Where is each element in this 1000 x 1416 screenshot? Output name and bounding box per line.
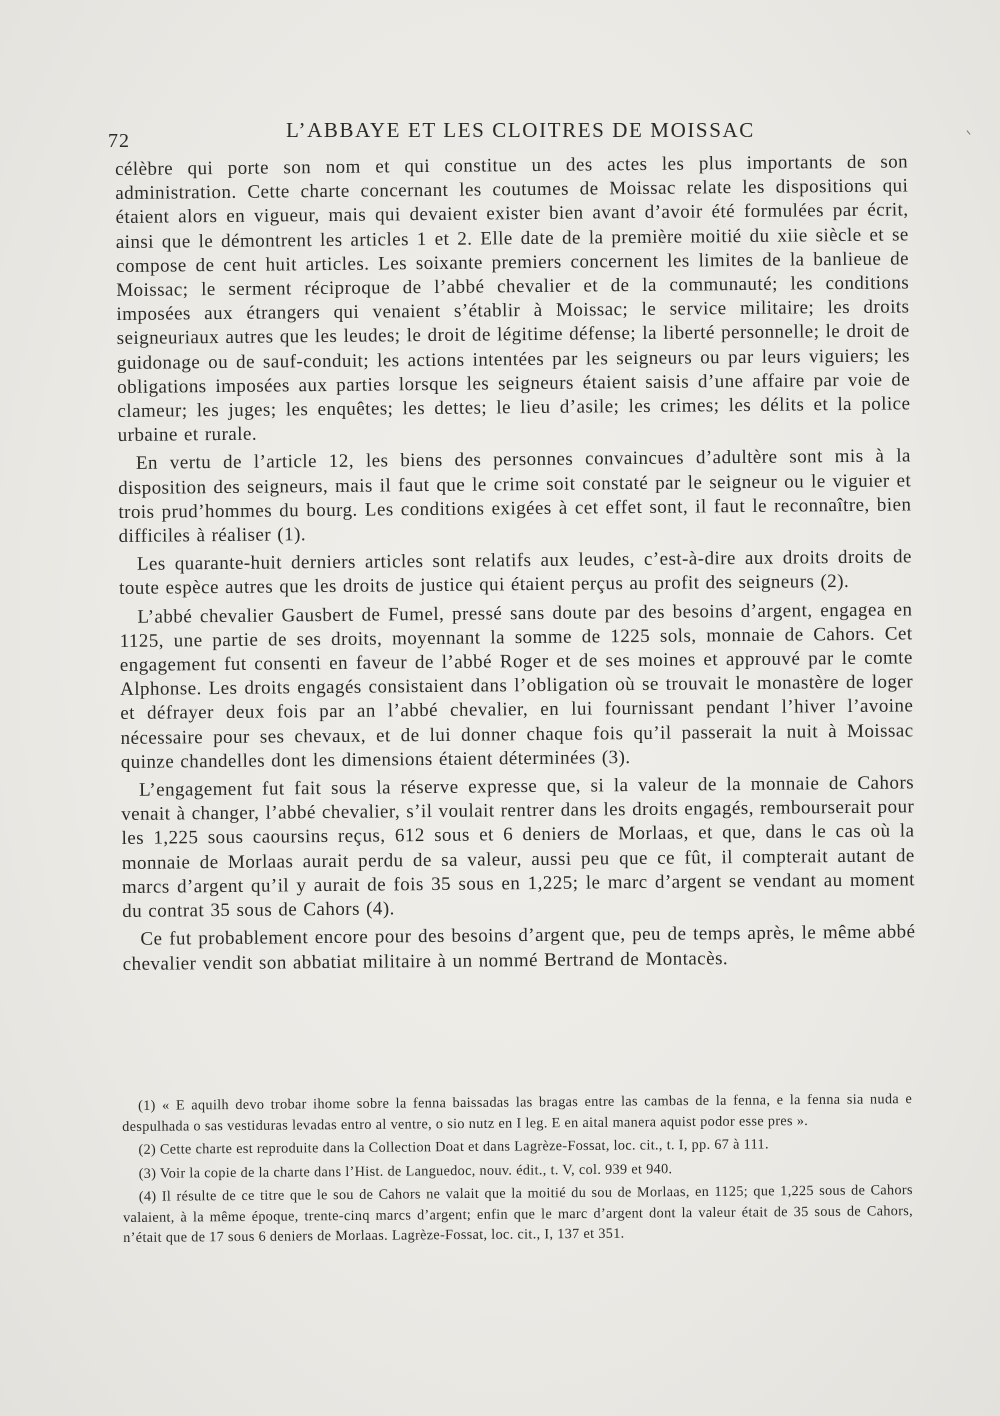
paragraph: L’engagement fut fait sous la réserve expresse que, si la valeur de la monnaie de Cahors venait à changer, l’abbé chevalier, s’il voulait rentrer dans les droits engagés, rembourserait pour les 1,225 sous caoursins reçus, 612 sous et 6 deniers de Morlaas, et que, dans le cas où la monnaie de Morlaas aurait perdu de sa valeur, aussi peu que ce fût, il compterait autant de marcs d’argent qu’il y aurait de fois 35 sous en 1,225; le marc d’argent se vendant au moment du contrat 35 sous de Cahors (4). [121, 772, 916, 923]
paragraph: Les quarante-huit derniers articles sont relatifs aux leudes, c’est-à-dire aux droits droits de toute espèce autres que les droits de justice qui étaient perçus au profit des seigneurs (2). [119, 546, 912, 600]
footnote: (4) Il résulte de ce titre que le sou de Cahors ne valait que la moitié du sou de Morlaas, en 1125; que 1,225 sous de Cahors valaient, à la même époque, trente-cinq marcs d’argent; enfin que le marc d’argent dont la valeur était de 35 sous de Cahors, n’était que de 17 sous 6 deniers de Morlaas. Lagrèze-Fossat, loc. cit., I, 137 et 351. [122, 1182, 914, 1246]
paragraph: célèbre qui porte son nom et qui constitue un des actes les plus importants de son administration. Cette charte concernant les coutumes de Moissac relate les dispositions qui étaient alors en vigueur, mais qui devaient exister bien avant d’avoir été formulées par écrit, ainsi que le démontrent les articles 1 et 2. Elle date de la première moitié du xiie siècle et se compose de cent huit articles. Les soixante premiers concernent les limites de la banlieue de Moissac; le serment réciproque de l’abbé chevalier et de la communauté; les conditions imposées aux étrangers qui venaient s’établir à Moissac; le service militaire; les droits seigneuriaux autres que les leudes; le droit de légitime défense; la liberté personnelle; le droit de guidonage ou de sauf-conduit; les actions intentées par les seigneurs ou par leurs viguiers; les obligations imposées aux parties lorsque les seigneurs étaient saisis d’une affaire par voie de clameur; les juges; les enquêtes; les dettes; le lieu d’asile; les crimes; les délits et la police urbaine et rurale. [115, 151, 911, 447]
page-number: 72 [108, 130, 130, 152]
footnote: (1) « E aquilh devo trobar ihome sobre la fenna baissadas las bragas entre las cambas de la fenna, e la fenna sia nuda e despulhada o sas vestiduras levadas entro al ventre, o sio nutz en I leg. E en aital manera aquist podor esse pres ». [122, 1091, 913, 1135]
paragraph: L’abbé chevalier Gausbert de Fumel, pressé sans doute par des besoins d’argent, engagea en 1125, une partie de ses droits, moyennant la somme de 1225 sols, monnaie de Cahors. Cet engagement fut consenti en faveur de l’abbé Roger et de ses moines et approuvé par le comte Alphonse. Les droits engagés consistaient dans l’obligation où se trouvait le monastère de loger et défrayer deux fois par an l’abbé chevalier, en lui fournissant pendant l’hiver l’avoine nécessaire pour ses chevaux, et de lui donner chaque fois qu’il passerait la nuit à Moissac quinze chandelles dont les dimensions étaient déterminées (3). [119, 599, 914, 773]
stray-mark [967, 130, 971, 134]
paragraph: En vertu de l’article 12, les biens des personnes convaincues d’adultère sont mis à la disposition des seigneurs, mais il faut que le crime soit constaté par le seigneur ou le viguier et trois prud’hommes du bourg. Les conditions exigées à cet effet sont, il faut le reconnaître, bien difficiles à réaliser (1). [118, 445, 912, 548]
running-title: L’ABBAYE ET LES CLOITRES DE MOISSAC [286, 118, 755, 142]
body-text [115, 150, 916, 980]
paragraph: Ce fut probablement encore pour des besoins d’argent que, peu de temps après, le même abbé chevalier vendit son abbatiat militaire à un nommé Bertrand de Montacès. [122, 921, 916, 975]
page-header [108, 118, 908, 152]
footnotes [122, 1089, 913, 1251]
footnote: (3) Voir la copie de la charte dans l’Hist. de Languedoc, nouv. édit., t. V, col. 939 et 940. [138, 1160, 673, 1182]
footnote: (2) Cette charte est reproduite dans la Collection Doat et dans Lagrèze-Fossat, loc. cit., t. I, pp. 67 à 111. [138, 1136, 769, 1158]
